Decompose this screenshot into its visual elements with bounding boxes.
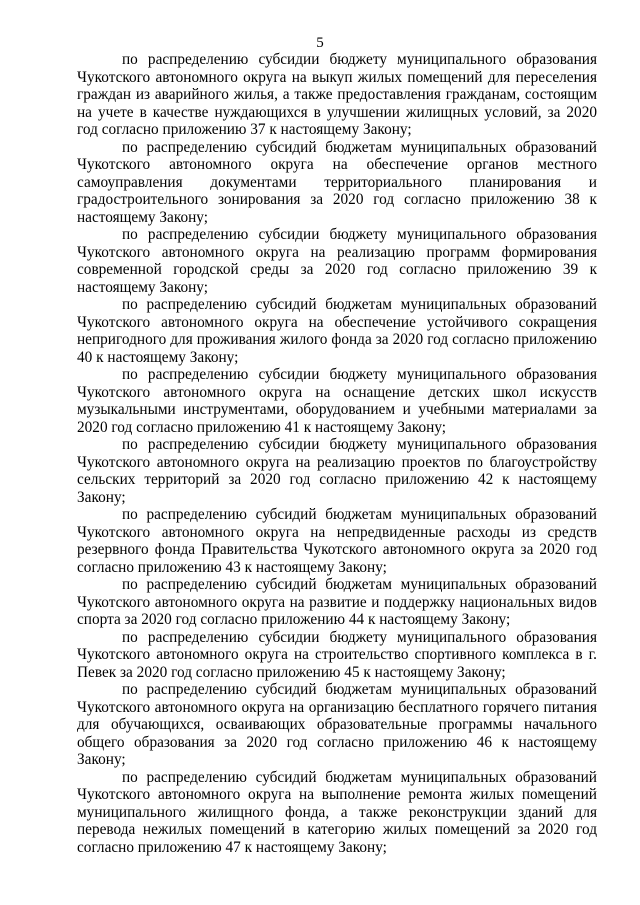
paragraph: по распределению субсидии бюджету муниципального образования Чукотского автономного округа на строительство спортивного комплекса в г. Певек за 2020 год согласно приложению 45 к настоящему Закону; <box>77 628 597 681</box>
paragraph: по распределению субсидий бюджетам муниципальных образований Чукотского автономного округа на выполнение ремонта жилых помещений муниципального жилищного фонда, а также реконструкции зданий для перевода нежилых помещений в категорию жилых помещений за 2020 год согласно приложению 47 к настоящему Закону; <box>77 768 597 856</box>
paragraph: по распределению субсидии бюджету муниципального образования Чукотского автономного округа на реализацию проектов по благоустройству сельских территорий за 2020 год согласно приложению 42 к настоящему Закону; <box>77 436 597 506</box>
paragraph: по распределению субсидии бюджету муниципального образования Чукотского автономного округа на реализацию программ формирования современной городской среды за 2020 год согласно приложению 39 к настоящему Закону; <box>77 226 597 296</box>
paragraph: по распределению субсидий бюджетам муниципальных образований Чукотского автономного округа на обеспечение устойчивого сокращения непригодного для проживания жилого фонда за 2020 год согласно приложению 40 к настоящему Закону; <box>77 296 597 366</box>
paragraph: по распределению субсидий бюджетам муниципальных образований Чукотского автономного округа на развитие и поддержку национальных видов спорта за 2020 год согласно приложению 44 к настоящему Закону; <box>77 576 597 628</box>
page-number: 5 <box>316 35 324 51</box>
document-body <box>77 51 597 856</box>
paragraph: по распределению субсидии бюджету муниципального образования Чукотского автономного округа на оснащение детских школ искусств музыкальными инструментами, оборудованием и учебными материалами за 2020 год согласно приложению 41 к настоящему Закону; <box>77 366 597 436</box>
paragraph: по распределению субсидий бюджетам муниципальных образований Чукотского автономного округа на обеспечение органов местного самоуправления документами территориального планирования и градостроительного зонирования за 2020 год согласно приложению 38 к настоящему Закону; <box>77 138 597 226</box>
paragraph: по распределению субсидии бюджету муниципального образования Чукотского автономного округа на выкуп жилых помещений для переселения граждан из аварийного жилья, а также предоставления гражданам, состоящим на учете в качестве нуждающихся в улучшении жилищных условий, за 2020 год согласно приложению 37 к настоящему Закону; <box>77 51 597 138</box>
paragraph: по распределению субсидий бюджетам муниципальных образований Чукотского автономного округа на организацию бесплатного горячего питания для обучающихся, осваивающих образовательные программы начального общего образования за 2020 год согласно приложению 46 к настоящему Закону; <box>77 681 597 768</box>
paragraph: по распределению субсидий бюджетам муниципальных образований Чукотского автономного округа на непредвиденные расходы из средств резервного фонда Правительства Чукотского автономного округа за 2020 год согласно приложению 43 к настоящему Закону; <box>77 506 597 576</box>
